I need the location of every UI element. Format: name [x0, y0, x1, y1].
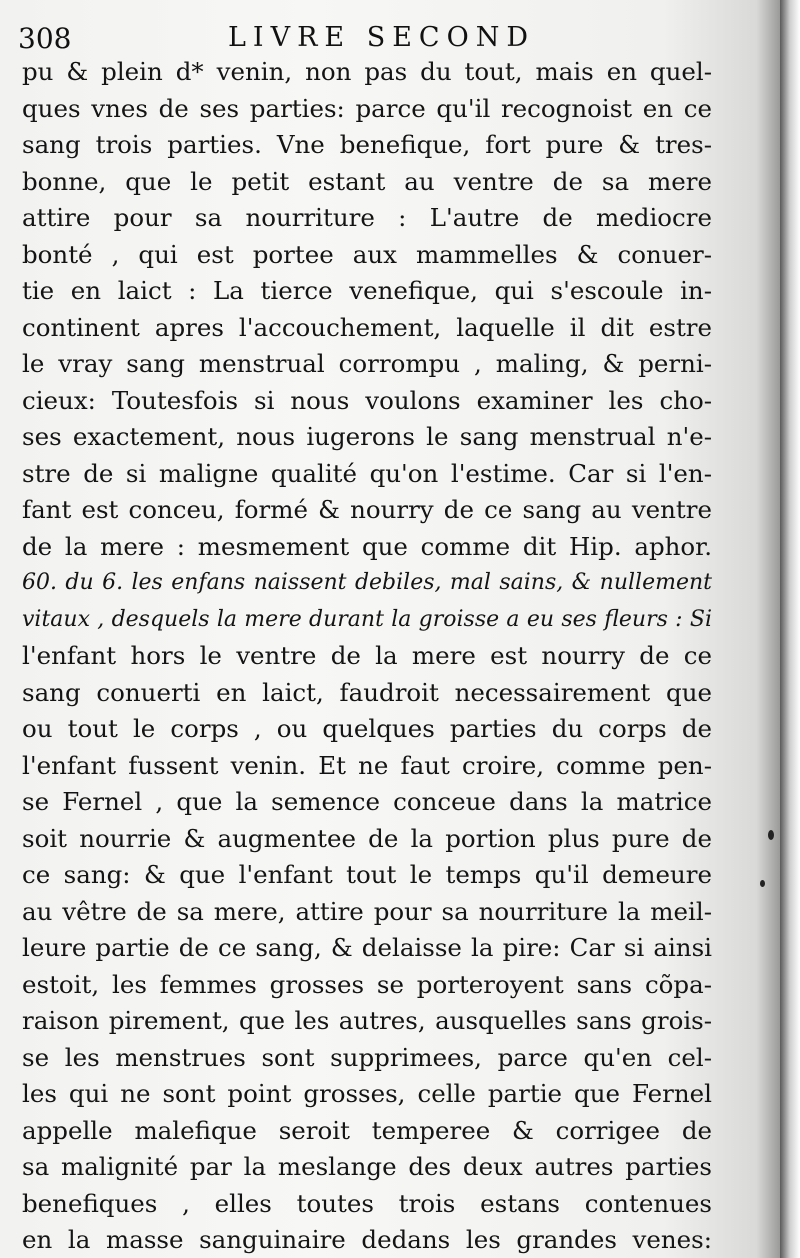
text-line: se les menstrues sont supprimees, parce qu'en cel- [22, 1042, 712, 1072]
text-line: le vray sang menstrual corrompu , maling, & perni- [22, 349, 712, 378]
text-line-italic: vitaux , desquels la mere durant la groisse a eu ses fleurs : Si [22, 606, 712, 632]
text-line: les qui ne sont point grosses, celle partie que Fernel [22, 1079, 712, 1108]
text-line: ce sang: & que l'enfant tout le temps qu'il demeure [22, 860, 712, 889]
text-line: ses exactement, nous iugerons le sang menstrual n'e- [22, 422, 712, 451]
text-line: raison pirement, que les autres, ausquelles sans grois- [22, 1006, 712, 1035]
page-header [18, 22, 718, 58]
ink-speck [768, 830, 774, 840]
text-line: en la masse sanguinaire dedans les grandes venes: [22, 1225, 712, 1254]
text-line: ou tout le corps , ou quelques parties du corps de [22, 714, 712, 743]
ink-speck [760, 880, 765, 887]
text-line: attire pour sa nourriture : L'autre de mediocre [22, 203, 712, 232]
text-line: benefiques , elles toutes trois estans contenues [22, 1188, 712, 1218]
text-line: pu & plein d* venin, non pas du tout, mais en quel- [22, 57, 712, 86]
page-edge [780, 0, 800, 1258]
text-line: l'enfant fussent venin. Et ne faut croire, comme pen- [22, 750, 712, 780]
text-line: stre de si maligne qualité qu'on l'estime. Car si l'en- [22, 458, 712, 488]
text-line-italic: 60. du 6. les enfans naissent debiles, mal sains, & nullement [22, 570, 712, 595]
text-line: estoit, les femmes grosses se porteroyent sans cõpa- [22, 969, 712, 999]
text-line: sang trois parties. Vne benefique, fort pure & tres- [22, 130, 712, 159]
text-line: soit nourrie & augmentee de la portion plus pure de [22, 823, 712, 853]
body-text [22, 54, 712, 1258]
running-head: LIVRE SECOND [228, 22, 535, 53]
text-line: fant est conceu, formé & nourry de ce sang au ventre [22, 495, 712, 524]
text-line: sa malignité par la meslange des deux autres parties [22, 1152, 712, 1181]
text-line: ques vnes de ses parties: parce qu'il recognoist en ce [22, 93, 712, 123]
text-line: bonne, que le petit estant au ventre de sa mere [22, 166, 712, 196]
text-line: leure partie de ce sang, & delaisse la pire: Car si ainsi [22, 933, 712, 962]
text-line: au vêtre de sa mere, attire pour sa nourriture la meil- [22, 896, 712, 926]
text-line: continent apres l'accouchement, laquelle il dit estre [22, 312, 712, 342]
text-line: de la mere : mesmement que comme dit Hip. aphor. [22, 531, 712, 561]
text-line: appelle malefique seroit temperee & corrigee de [22, 1115, 712, 1145]
page-number: 308 [18, 22, 72, 55]
text-line: se Fernel , que la semence conceue dans la matrice [22, 787, 712, 816]
text-line: bonté , qui est portee aux mammelles & conuer- [22, 239, 712, 269]
text-line: tie en laict : La tierce venefique, qui s'escoule in- [22, 276, 712, 305]
text-line: sang conuerti en laict, faudroit necessairement que [22, 677, 712, 707]
text-line: l'enfant hors le ventre de la mere est nourry de ce [22, 641, 712, 670]
text-line: cieux: Toutesfois si nous voulons examiner les cho- [22, 385, 712, 415]
